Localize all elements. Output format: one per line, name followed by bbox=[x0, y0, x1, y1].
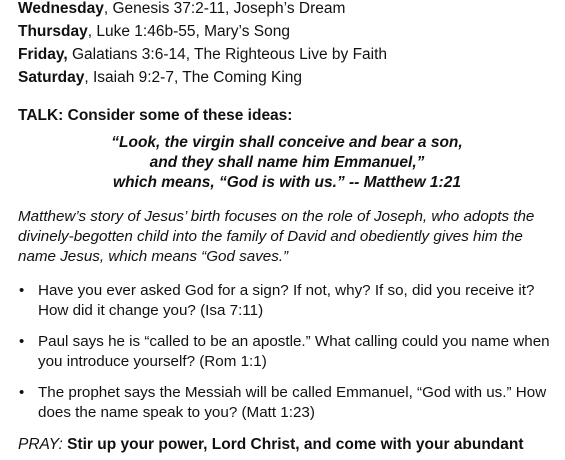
question-text: Paul says he is “called to be an apostle.” What calling could you name when you introduce yourself? (Rom 1:1) bbox=[38, 333, 550, 370]
reading-wednesday bbox=[18, 0, 556, 20]
reflection-paragraph: Matthew’s story of Jesus’ birth focuses on the role of Joseph, who adopts the divinely-begotten child into the family of David and obediently gives him the name Jesus, which means “God saves.” bbox=[18, 208, 535, 265]
bullet-icon: • bbox=[19, 384, 25, 401]
pray-label: PRAY: bbox=[18, 436, 63, 453]
discussion-questions bbox=[18, 281, 556, 423]
pray-text: Stir up your power, Lord Christ, and come with your abundant bbox=[62, 436, 524, 453]
talk-label: TALK: bbox=[18, 107, 64, 124]
reading-friday bbox=[18, 43, 556, 66]
talk-heading-text: Consider some of these ideas: bbox=[63, 107, 293, 124]
reading-thursday bbox=[18, 20, 556, 43]
question-text: Have you ever asked God for a sign? If not, why? If so, did you receive it? How did it change you? (Isa 7:11) bbox=[38, 282, 535, 319]
reading-text: , Isaiah 9:2-7, The Coming King bbox=[84, 69, 303, 86]
list-item bbox=[18, 383, 556, 423]
reading-day: Friday, bbox=[18, 46, 68, 63]
bullet-icon: • bbox=[19, 333, 25, 350]
pray-section bbox=[18, 434, 556, 456]
list-item bbox=[18, 332, 556, 372]
list-item bbox=[18, 281, 556, 321]
reading-day: Wednesday bbox=[18, 0, 104, 17]
reading-text: Galatians 3:6-14, The Righteous Live by Faith bbox=[67, 46, 388, 63]
question-text: The prophet says the Messiah will be called Emmanuel, “God with us.” How does the name speak to you? (Matt 1:23) bbox=[38, 384, 547, 421]
talk-heading bbox=[18, 104, 556, 127]
bullet-icon: • bbox=[19, 282, 25, 299]
scripture-quote bbox=[18, 133, 556, 193]
reading-day: Saturday bbox=[18, 69, 85, 86]
reading-day: Thursday bbox=[18, 23, 88, 40]
devotional-page bbox=[18, 0, 556, 456]
reading-saturday bbox=[18, 66, 556, 89]
quote-line: “Look, the virgin shall conceive and bear a son, bbox=[111, 134, 463, 151]
reading-text: , Luke 1:46b-55, Mary’s Song bbox=[87, 23, 290, 40]
reading-text: , Genesis 37:2-11, Joseph’s Dream bbox=[103, 0, 346, 17]
quote-line: which means, “God is with us.” -- Matthew 1:21 bbox=[113, 174, 461, 191]
quote-line: and they shall name him Emmanuel,” bbox=[149, 154, 425, 171]
daily-readings-list bbox=[18, 0, 556, 89]
